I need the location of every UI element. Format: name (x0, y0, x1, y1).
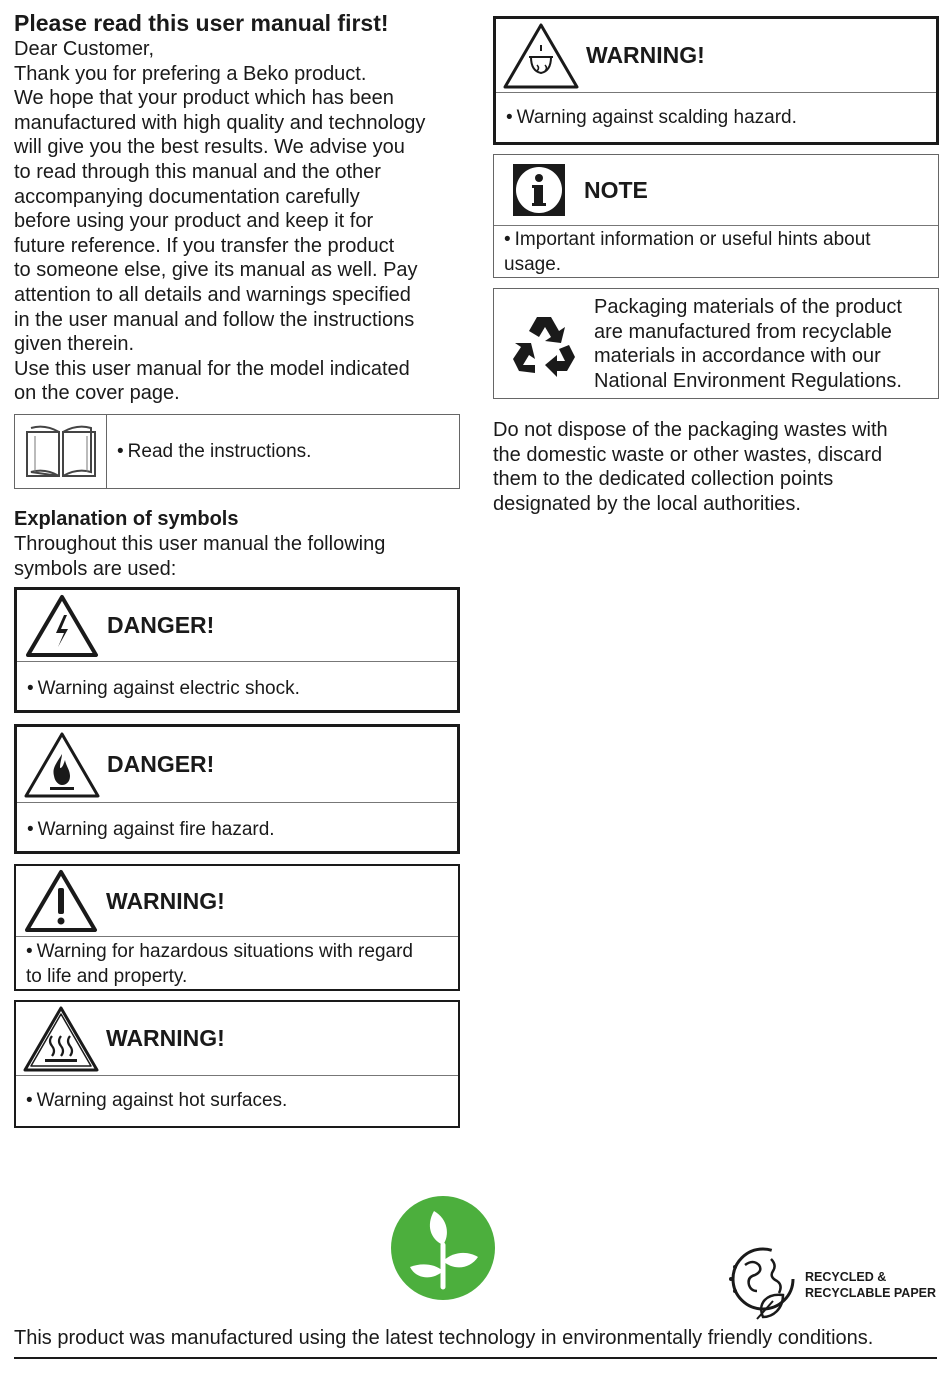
danger-fire-box (14, 724, 460, 854)
scald-description: • Warning against scalding hazard. (506, 105, 926, 130)
note-description: usage. (504, 254, 562, 275)
intro-line: Thank you for prefering a Beko product. (14, 62, 367, 85)
intro-line: attention to all details and warnings specified (14, 283, 411, 306)
intro-section (14, 10, 460, 406)
intro-line: on the cover page. (14, 382, 180, 405)
note-box (493, 154, 939, 278)
dispose-line: Do not dispose of the packaging wastes with (493, 419, 888, 441)
intro-line: accompanying documentation carefully (14, 185, 360, 208)
dispose-line: them to the dedicated collection points (493, 468, 834, 491)
intro-line: Dear Customer, (14, 38, 155, 60)
symbol-description: • Warning against fire hazard. (27, 817, 447, 842)
intro-text (14, 37, 460, 406)
green-leaf-icon (390, 1195, 496, 1306)
footer-divider (14, 1357, 937, 1359)
recycle-text (594, 289, 938, 398)
warning-label: WARNING! (586, 42, 705, 68)
intro-line: to read through this manual and the other (14, 160, 381, 183)
dispose-text (493, 418, 939, 516)
symbol-description: • Warning for hazardous situations with regard (26, 939, 448, 964)
intro-line: to someone else, give its manual as well. Pay (14, 259, 418, 282)
warning-scald-box (493, 16, 939, 145)
recycled-paper-label (805, 1269, 936, 1301)
recycled-paper-line: RECYCLED & (805, 1269, 887, 1284)
intro-line: given therein. (14, 333, 135, 356)
recycle-line: are manufactured from recyclable (594, 320, 892, 343)
intro-line: manufactured with high quality and technology (14, 111, 426, 134)
intro-line: We hope that your product which has been (14, 87, 394, 110)
dispose-line: the domestic waste or other wastes, discard (493, 443, 883, 466)
hot-surface-warning-icon (16, 1004, 106, 1074)
warning-hot-box (14, 1000, 460, 1128)
intro-line: in the user manual and follow the instructions (14, 308, 415, 331)
warning-label: WARNING! (106, 1025, 225, 1051)
symbol-description: • Warning against electric shock. (27, 676, 447, 701)
fire-hazard-warning-icon (17, 730, 107, 800)
read-instructions-box (14, 414, 460, 489)
recycle-line: materials in accordance with our (594, 345, 881, 368)
exclamation-warning-icon (16, 868, 106, 934)
footer-text: This product was manufactured using the latest technology in environmentally friendly conditions. (14, 1327, 874, 1349)
symbol-description: • Warning against hot surfaces. (26, 1088, 448, 1113)
dispose-line: designated by the local authorities. (493, 492, 801, 515)
intro-line: before using your product and keep it for (14, 210, 374, 233)
note-description: • Important information or useful hints about (504, 227, 928, 252)
danger-label: DANGER! (107, 612, 215, 638)
read-instructions-text: • Read the instructions. (107, 415, 459, 488)
explanation-heading: Explanation of symbols (14, 508, 239, 530)
page-title: Please read this user manual first! (14, 10, 389, 36)
intro-line: will give you the best results. We advise you (14, 136, 405, 159)
explanation-section (14, 507, 460, 581)
danger-label: DANGER! (107, 751, 215, 777)
intro-line: future reference. If you transfer the product (14, 234, 395, 257)
warning-label: WARNING! (106, 887, 225, 914)
note-label: NOTE (584, 176, 648, 203)
symbol-description: to life and property. (26, 966, 188, 987)
scalding-warning-icon (496, 21, 586, 91)
recycle-icon (494, 289, 594, 398)
intro-line: Use this user manual for the model indicated (14, 357, 410, 380)
open-book-icon (15, 415, 107, 488)
recycled-paper-globe-icon (727, 1243, 799, 1326)
recycled-paper-line: RECYCLABLE PAPER (805, 1285, 937, 1300)
electric-shock-warning-icon (17, 593, 107, 659)
info-icon (494, 162, 584, 218)
explanation-line: Throughout this user manual the following (14, 533, 386, 555)
warning-hazard-box (14, 864, 460, 991)
recycle-box (493, 288, 939, 399)
recycle-line: National Environment Regulations. (594, 369, 902, 392)
recycled-paper-badge (727, 1243, 936, 1326)
danger-electric-box (14, 587, 460, 713)
explanation-line: symbols are used: (14, 557, 177, 580)
recycle-line: Packaging materials of the product (594, 296, 902, 318)
